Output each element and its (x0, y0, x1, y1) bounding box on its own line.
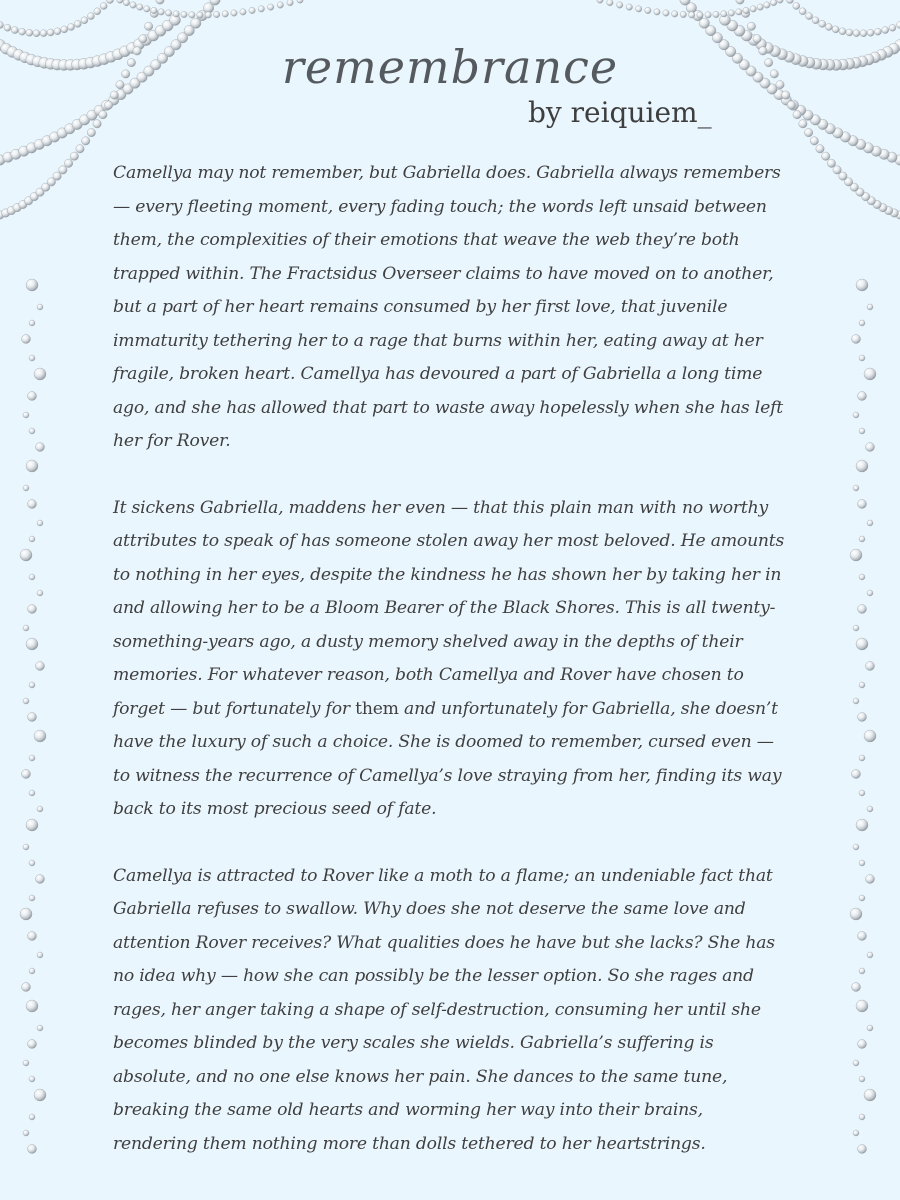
pearl (11, 27, 18, 34)
pearl (853, 30, 860, 37)
pearl (297, 0, 303, 3)
paragraph-2: It sickens Gabriella, maddens her even — that this plain man with no worthy attributes to speak of has someone stolen away her most beloved. He amounts to nothing in her eyes, despite the kindness he has shown her by taking her in and allowing her to be a Bloom Bearer of the Black Shores. This is all twenty-something-years ago, a dusty memory shelved away in the depths of their memories. For whatever reason, both Camellya and Rover have chosen to forget — but fortunately for them and unfortunately for Gabriella, she doesn’t have the luxury of such a choice. She is doomed to remember, cursed even — to witness the recurrence of Camellya’s love straying from her, finding its way back to its most precious seed of fate. (113, 497, 785, 819)
pearl (170, 15, 181, 26)
pearl (37, 304, 43, 310)
pearl (130, 2, 136, 8)
pearl (258, 6, 264, 12)
pearl (165, 10, 171, 16)
pearl (68, 24, 75, 31)
pearl (839, 172, 847, 180)
pearl (736, 0, 744, 4)
pearl (848, 136, 858, 146)
pearl (36, 443, 45, 452)
pearl (29, 790, 35, 796)
pearl (867, 520, 873, 526)
pearl (184, 25, 194, 35)
pearl (866, 875, 875, 884)
pearl (82, 137, 90, 145)
pearl (727, 20, 738, 31)
pearl (156, 0, 164, 4)
pearl (107, 0, 114, 4)
pearl (203, 3, 213, 13)
pearl (29, 1114, 35, 1120)
pearl (680, 11, 686, 17)
pearl (858, 500, 867, 509)
pearl (26, 638, 38, 650)
pearl (26, 1000, 38, 1012)
pearl (859, 755, 865, 761)
pearl (191, 18, 201, 28)
pearl (37, 952, 43, 958)
pearl (37, 806, 43, 812)
pearl (859, 860, 865, 866)
pearl (76, 145, 84, 153)
pearl (36, 662, 45, 671)
pearl (803, 110, 813, 120)
pearl (856, 638, 868, 650)
pearl (36, 875, 45, 884)
pearl (736, 9, 742, 15)
pearl (793, 111, 801, 119)
pearl (781, 95, 791, 105)
pearl (19, 146, 29, 156)
pearl (29, 574, 35, 580)
pearl (721, 11, 727, 17)
pearl (19, 28, 26, 35)
pearl (100, 3, 107, 10)
pearl (672, 11, 678, 17)
pearl (728, 10, 734, 16)
pearl (23, 485, 29, 491)
pearl (210, 0, 220, 5)
pearl (23, 698, 29, 704)
pearl (268, 4, 274, 10)
paragraph-3: Camellya is attracted to Rover like a moth to a flame; an undeniable fact that Gabriella refuses to swallow. Why does she not deserve the same love and attention Rover receives? What qualities does he have but she lacks? She has no idea why — how she can possibly be the lesser option. So she rages and rages, her anger taking a shape of self-destruction, consuming her until she becomes blinded by the very scales she wields. Gabriella’s suffering is absolute, and no one else knows her pain. She dances to the same tune, breaking the same old hearts and worming her way into their brains, rendering them nothing more than dolls tethered to her heartstrings. (113, 865, 775, 1154)
pearl (742, 9, 750, 17)
pearl (42, 136, 52, 146)
pearl (137, 4, 143, 10)
pearl (799, 120, 807, 128)
pearl (42, 183, 50, 191)
pearl (28, 500, 37, 509)
pearl (840, 132, 850, 142)
pearl (654, 9, 660, 15)
pearl (29, 682, 35, 688)
pearl (287, 0, 293, 6)
pearl (29, 968, 35, 974)
pearl (720, 15, 731, 26)
pearl (832, 26, 839, 33)
pearl (867, 1025, 873, 1031)
pearl (30, 193, 38, 201)
pearl (810, 115, 820, 125)
pearl (897, 22, 900, 29)
pearl (859, 682, 865, 688)
pearl (856, 1000, 868, 1012)
pearl (37, 520, 43, 526)
pearl (28, 1145, 37, 1154)
pearl (109, 95, 119, 105)
pearl (819, 20, 826, 27)
pearl (856, 188, 864, 196)
pearl (29, 860, 35, 866)
pearl (863, 143, 873, 153)
story-title: remembrance (281, 40, 619, 94)
pearl (810, 137, 818, 145)
pearl (833, 128, 843, 138)
pearl (853, 485, 859, 491)
pearl (205, 12, 211, 18)
pearl (3, 152, 13, 162)
pearl (19, 200, 27, 208)
pearl (72, 119, 82, 129)
pearl (173, 11, 179, 17)
pearl (852, 983, 861, 992)
pearl (23, 1130, 29, 1136)
pearl (853, 1130, 859, 1136)
pearl (663, 10, 669, 16)
pearl (793, 3, 800, 10)
pearl (87, 128, 95, 136)
pearl (28, 605, 37, 614)
pearl (23, 844, 29, 850)
pearl (597, 0, 603, 3)
pearl (26, 819, 38, 831)
pearl (770, 0, 776, 6)
pearl (94, 8, 101, 15)
pearl (607, 0, 613, 6)
pearl (884, 206, 892, 214)
pearl (617, 2, 623, 8)
pearl (699, 18, 709, 28)
pearl (26, 460, 38, 472)
pearl (859, 1114, 865, 1120)
pearl (743, 7, 749, 13)
pearl (818, 119, 828, 129)
pearl (26, 143, 36, 153)
pearl (799, 8, 806, 15)
pearl (859, 536, 865, 542)
pearl (59, 166, 67, 174)
story-body (113, 157, 789, 1194)
pearl (860, 30, 867, 37)
pearl (0, 155, 5, 165)
pearl (871, 146, 881, 156)
pearl (757, 4, 763, 10)
pearl (859, 895, 865, 901)
pearl (777, 0, 783, 3)
pearl (123, 0, 129, 6)
pearl (20, 549, 32, 561)
pearl (34, 368, 46, 380)
pearl (99, 111, 107, 119)
pearl (853, 698, 859, 704)
pearl (29, 1076, 35, 1082)
pearl (189, 12, 195, 18)
pearl (23, 625, 29, 631)
pearl (36, 188, 44, 196)
pearl (240, 9, 246, 15)
pearl (887, 152, 897, 162)
pearl (22, 335, 31, 344)
pearl (23, 1060, 29, 1066)
pearl (26, 29, 33, 36)
pearl (850, 908, 862, 920)
pearl (859, 574, 865, 580)
pearl (29, 428, 35, 434)
pearl (816, 145, 824, 153)
pearl (117, 0, 123, 3)
paragraph-1: Camellya may not remember, but Gabriella does. Gabriella always remembers — every fleeting moment, every fading touch; the words left unsaid between them, the complexities of their emotions that weave the web they’re both trapped within. The Fractsidus Overseer claims to have moved on to another, but a part of her heart remains consumed by her first love, that juvenile immaturity tethering her to a rage that burns within her, eating away at her fragile, broken heart. Camellya has devoured a part of Gabriella a long time ago, and she has allowed that part to waste away hopelessly when she has left her for Rover. (113, 163, 783, 451)
pearl (20, 908, 32, 920)
pearl (29, 536, 35, 542)
pearl (858, 605, 867, 614)
pearl (796, 105, 806, 115)
pearl (693, 10, 703, 20)
pearl (34, 730, 46, 742)
pearl (636, 6, 642, 12)
pearl (825, 24, 832, 31)
pearl (24, 197, 32, 205)
pearl (81, 17, 88, 24)
pearl (61, 26, 68, 33)
pearl (856, 139, 866, 149)
pearl (858, 1040, 867, 1049)
pearl (57, 128, 67, 138)
pearl (87, 110, 97, 120)
pearl (94, 105, 104, 115)
pearl (867, 806, 873, 812)
pearl (890, 209, 898, 217)
pearl (788, 100, 798, 110)
pearl (0, 211, 4, 219)
pearl (787, 101, 795, 109)
pearl (858, 392, 867, 401)
pearl (866, 662, 875, 671)
pearl (859, 428, 865, 434)
pearl (4, 24, 11, 31)
pearl (853, 625, 859, 631)
pearl (825, 124, 835, 134)
pearl (856, 279, 868, 291)
pearl (686, 3, 696, 13)
pearl (74, 20, 81, 27)
pearl (13, 204, 21, 212)
pearl (181, 11, 187, 17)
pearl (706, 25, 716, 35)
pearl (689, 12, 695, 18)
pearl (833, 166, 841, 174)
pearl (23, 412, 29, 418)
pearl (866, 443, 875, 452)
pearl (697, 12, 703, 18)
pearl (645, 7, 651, 13)
pearl (65, 124, 75, 134)
pearl (844, 178, 852, 186)
pearl (104, 101, 112, 109)
pearl (22, 983, 31, 992)
pearl (37, 1025, 43, 1031)
pearl (867, 952, 873, 958)
pearl (858, 713, 867, 722)
pearl (70, 152, 78, 160)
pearl (713, 11, 719, 17)
pearl (28, 932, 37, 941)
pearl (812, 17, 819, 24)
pearl (155, 25, 166, 36)
pearl (879, 149, 889, 159)
pearl (197, 10, 207, 20)
pearl (852, 770, 861, 779)
pearl (626, 4, 632, 10)
pearl (28, 1040, 37, 1049)
pearl (895, 155, 900, 165)
pearl (150, 9, 158, 17)
pearl (874, 28, 881, 35)
pearl (852, 335, 861, 344)
pearl (680, 0, 690, 5)
pearl (858, 932, 867, 941)
pearl (750, 6, 756, 12)
pearl (806, 13, 813, 20)
pearl (853, 412, 859, 418)
pearl (853, 1060, 859, 1066)
pearl (222, 11, 228, 17)
pearl (867, 29, 874, 36)
pearl (47, 178, 55, 186)
pearl (856, 819, 868, 831)
pearl (29, 320, 35, 326)
pearl (873, 200, 881, 208)
pearl (144, 6, 150, 12)
pearl (151, 7, 157, 13)
pearl (896, 211, 900, 219)
author-byline: by reiquiem_ (528, 96, 712, 129)
pearl (29, 355, 35, 361)
pearl (853, 844, 859, 850)
pearl (734, 25, 745, 36)
pearl (22, 770, 31, 779)
pearl (864, 368, 876, 380)
pearl (29, 755, 35, 761)
pearl (249, 7, 255, 13)
pearl (197, 12, 203, 18)
pearl (859, 790, 865, 796)
pearl (34, 139, 44, 149)
pearl (705, 12, 711, 18)
pearl (889, 24, 896, 31)
pearl (40, 30, 47, 37)
pearl (867, 304, 873, 310)
pearl (87, 13, 94, 20)
pearl (850, 549, 862, 561)
pearl (850, 183, 858, 191)
pearl (0, 22, 4, 29)
pearl (34, 1089, 46, 1101)
pearl (2, 209, 10, 217)
pearl (29, 895, 35, 901)
pearl (93, 120, 101, 128)
pearl (859, 968, 865, 974)
pearl (867, 590, 873, 596)
pearl (827, 159, 835, 167)
pearl (28, 392, 37, 401)
pearl (839, 28, 846, 35)
pearl (7, 206, 15, 214)
pearl (846, 29, 853, 36)
pearl (864, 1089, 876, 1101)
pearl (764, 2, 770, 8)
pearl (747, 22, 755, 30)
pearl (864, 730, 876, 742)
pearl (879, 204, 887, 212)
pearl (33, 30, 40, 37)
pearl (859, 355, 865, 361)
pearl (859, 320, 865, 326)
pearl (162, 20, 173, 31)
pearl (79, 115, 89, 125)
pearl (867, 197, 875, 205)
pearl (49, 132, 59, 142)
pearl (54, 28, 61, 35)
pearl (822, 152, 830, 160)
pearl (11, 149, 21, 159)
pearl (882, 27, 889, 34)
pearl (787, 0, 794, 4)
pearl (53, 172, 61, 180)
pearl (64, 159, 72, 167)
pearl (804, 128, 812, 136)
pearl (144, 22, 152, 30)
pearl (859, 1076, 865, 1082)
pearl (101, 100, 111, 110)
pearl (37, 590, 43, 596)
pearl (858, 1145, 867, 1154)
pearl (26, 279, 38, 291)
pearl (231, 10, 237, 16)
pearl (28, 713, 37, 722)
pearl (47, 29, 54, 36)
pearl (158, 9, 164, 15)
pearl (856, 460, 868, 472)
pearl (214, 11, 220, 17)
pearl (862, 193, 870, 201)
pearl (277, 2, 283, 8)
